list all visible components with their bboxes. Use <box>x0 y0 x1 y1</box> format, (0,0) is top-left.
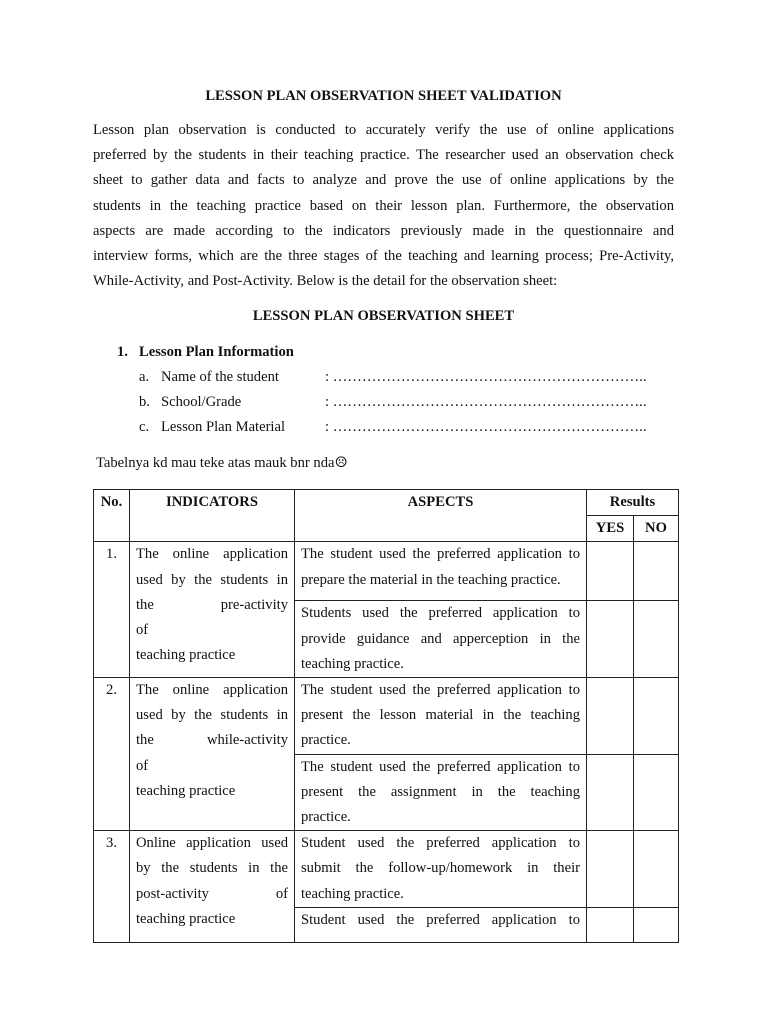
indicator-line: Online application used <box>136 835 288 852</box>
indicator-cell <box>130 678 295 831</box>
aspect-line: Student used the preferred application to <box>301 911 580 928</box>
yes-checkbox-cell[interactable] <box>587 678 634 755</box>
aspect-line: provide guidance and apperception in the <box>301 630 580 647</box>
header-aspects: ASPECTS <box>295 490 587 542</box>
no-checkbox-cell[interactable] <box>634 754 679 831</box>
aspect-line: teaching practice. <box>301 885 404 902</box>
indicator-line: teaching practice <box>136 647 236 664</box>
aspect-cell <box>295 542 587 601</box>
info-fill-line: : ……………………………………………………….. <box>325 369 647 385</box>
aspect-line: Student used the preferred application to <box>301 835 580 852</box>
table-row <box>94 831 679 908</box>
yes-checkbox-cell[interactable] <box>587 542 634 601</box>
intro-line: students in the teaching practice based on their lesson plan. Furthermore, the observation <box>93 197 674 214</box>
aspect-cell <box>295 601 587 678</box>
aspect-line: The student used the preferred application to <box>301 682 580 699</box>
info-list <box>139 368 679 443</box>
no-checkbox-cell[interactable] <box>634 601 679 678</box>
info-item-school-grade <box>139 393 679 418</box>
yes-checkbox-cell[interactable] <box>587 831 634 908</box>
yes-checkbox-cell[interactable] <box>587 754 634 831</box>
intro-line: Lesson plan observation is conducted to accurately verify the use of online applications <box>93 122 674 138</box>
indicator-line: used by the students in <box>136 571 288 588</box>
aspect-cell <box>295 754 587 831</box>
aspect-line: teaching practice. <box>301 655 404 672</box>
intro-line: aspects are made according to the indicators previously made in the questionnaire and <box>93 222 674 239</box>
aspect-line: submit the follow-up/homework in their <box>301 860 580 877</box>
aspect-cell <box>295 831 587 908</box>
no-checkbox-cell[interactable] <box>634 831 679 908</box>
row-number: 1. <box>94 542 130 678</box>
table-row <box>94 678 679 755</box>
intro-line: sheet to gather data and facts to analyze and prove the use of online applications by the <box>93 172 674 189</box>
aspect-line: present the lesson material in the teaching <box>301 707 580 724</box>
aspect-cell <box>295 907 587 942</box>
aspect-line: practice. <box>301 809 351 826</box>
info-letter: b. <box>139 394 150 410</box>
intro-paragraph <box>93 118 674 294</box>
no-checkbox-cell[interactable] <box>634 907 679 942</box>
yes-checkbox-cell[interactable] <box>587 601 634 678</box>
aspect-cell <box>295 678 587 755</box>
indicator-cell <box>130 831 295 943</box>
header-no: No. <box>94 490 130 542</box>
indicator-line: The online application <box>136 546 288 563</box>
info-label: Lesson Plan Material <box>161 419 286 435</box>
info-item-student-name <box>139 368 679 393</box>
yes-checkbox-cell[interactable] <box>587 907 634 942</box>
row-number: 3. <box>94 831 130 943</box>
indicator-line: post-activity of <box>136 885 288 902</box>
info-fill-line: : ……………………………………………………….. <box>325 419 647 435</box>
intro-line: preferred by the students in their teaching practice. The researcher used an observation check <box>93 147 674 164</box>
info-label: School/Grade <box>161 394 242 410</box>
header-yes: YES <box>587 516 634 542</box>
indicator-cell <box>130 542 295 678</box>
indicator-line: The online application <box>136 682 288 699</box>
info-label: Name of the student <box>161 369 279 385</box>
observation-table <box>93 489 679 943</box>
indicator-line: teaching practice <box>136 910 236 927</box>
row-number: 2. <box>94 678 130 831</box>
table-row <box>94 542 679 601</box>
sheet-subtitle: LESSON PLAN OBSERVATION SHEET <box>252 308 515 324</box>
intro-line: interview forms, which are the three stages of the teaching and learning process; Pre-Activity, <box>93 248 674 265</box>
document-title: LESSON PLAN OBSERVATION SHEET VALIDATION <box>205 88 562 104</box>
indicator-line: teaching practice <box>136 782 236 799</box>
info-item-lesson-material <box>139 418 679 443</box>
header-results: Results <box>587 490 679 516</box>
section-heading <box>117 344 294 361</box>
author-note: Tabelnya kd mau teke atas mauk bnr nda☹ <box>96 455 348 471</box>
aspect-line: practice. <box>301 732 351 749</box>
aspect-line: The student used the preferred application to <box>301 546 580 563</box>
info-letter: a. <box>139 369 150 385</box>
header-indicators: INDICATORS <box>130 490 295 542</box>
aspect-line: Students used the preferred application to <box>301 605 580 622</box>
aspect-line: prepare the material in the teaching practice. <box>301 571 561 588</box>
table-header-row <box>94 490 679 516</box>
header-no-result: NO <box>634 516 679 542</box>
no-checkbox-cell[interactable] <box>634 678 679 755</box>
indicator-line: by the students in the <box>136 860 288 877</box>
intro-line: While-Activity, and Post-Activity. Below is the detail for the observation sheet: <box>93 273 558 290</box>
info-letter: c. <box>139 419 150 435</box>
section-label: Lesson Plan Information <box>139 344 294 360</box>
no-checkbox-cell[interactable] <box>634 542 679 601</box>
indicator-line: used by the students in <box>136 707 288 724</box>
indicator-line: the pre-activity of <box>136 596 288 639</box>
info-fill-line: : ……………………………………………………….. <box>325 394 647 410</box>
section-number: 1. <box>117 344 128 360</box>
aspect-line: present the assignment in the teaching <box>301 783 580 800</box>
aspect-line: The student used the preferred application to <box>301 758 580 775</box>
indicator-line: the while-activity of <box>136 732 288 774</box>
